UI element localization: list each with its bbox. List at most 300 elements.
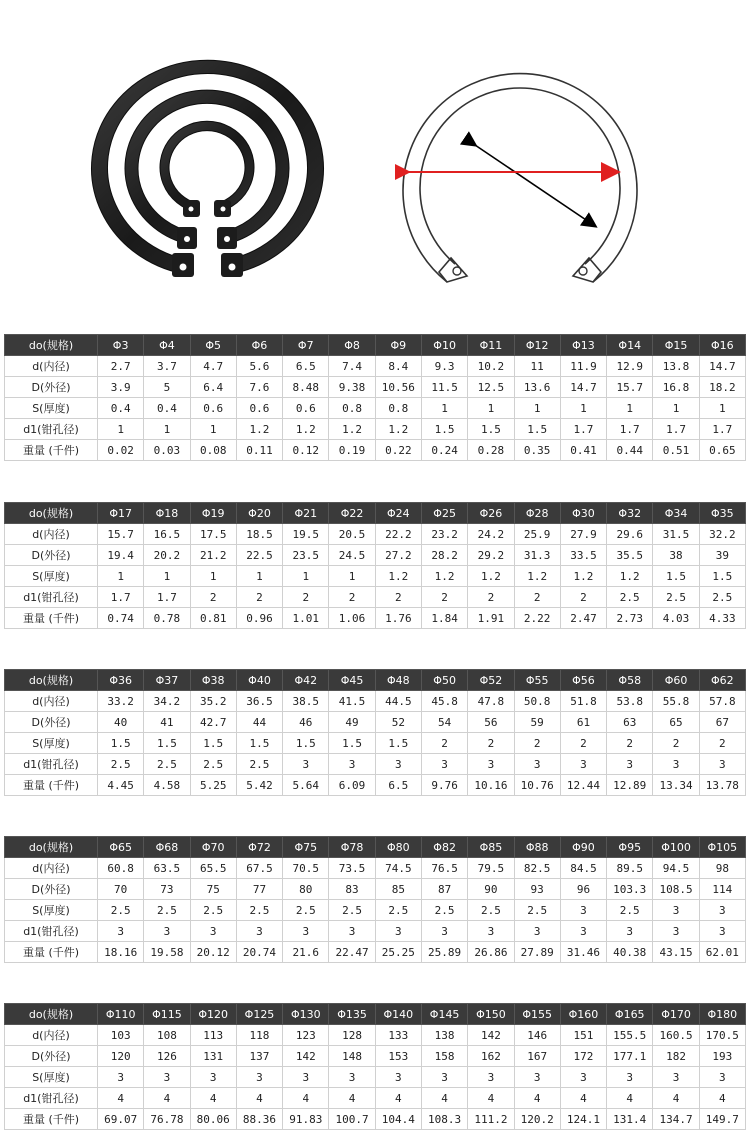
table-cell: 4.7 [190,356,236,377]
table-cell: 2.5 [653,587,699,608]
table-cell: 3.7 [144,356,190,377]
table-cell: 18.2 [699,377,745,398]
table-cell: 12.9 [607,356,653,377]
circlip-diagram [395,50,645,300]
table-cell: 73 [144,879,190,900]
table-row [5,1088,746,1109]
table-row [5,900,746,921]
size-header: Φ100 [653,837,699,858]
table-header-row [5,1004,746,1025]
table-cell: 1.5 [653,566,699,587]
table-cell: 39 [699,545,745,566]
size-header: Φ150 [468,1004,514,1025]
size-header: Φ75 [283,837,329,858]
table-row [5,566,746,587]
size-header: Φ45 [329,670,375,691]
table-cell: 3 [560,754,606,775]
table-cell: 1.2 [375,419,421,440]
table-cell: 3 [514,1067,560,1088]
table-cell: 162 [468,1046,514,1067]
table-cell: 4 [190,1088,236,1109]
table-cell: 0.96 [236,608,282,629]
table-cell: 44 [236,712,282,733]
table-cell: 47.8 [468,691,514,712]
table-cell: 1.7 [607,419,653,440]
table-cell: 74.5 [375,858,421,879]
table-row [5,545,746,566]
pin-hole-left [453,267,461,275]
table-header-row [5,503,746,524]
spec-table [4,669,746,796]
table-cell: 3 [607,754,653,775]
table-cell: 65 [653,712,699,733]
row-label: d1(钳孔径) [5,1088,98,1109]
pin-hole-right [579,267,587,275]
size-header: Φ37 [144,670,190,691]
row-label: D(外径) [5,879,98,900]
table-cell: 1.2 [421,566,467,587]
table-cell: 3 [699,754,745,775]
size-header: Φ11 [468,335,514,356]
spec-table-3 [4,669,746,796]
table-cell: 1.5 [514,419,560,440]
table-cell: 6.5 [375,775,421,796]
size-header: Φ7 [283,335,329,356]
table-cell: 22.47 [329,942,375,963]
table-cell: 1 [699,398,745,419]
table-cell: 1.2 [514,566,560,587]
table-cell: 36.5 [236,691,282,712]
table-cell: 3 [421,1067,467,1088]
table-cell: 1.5 [98,733,144,754]
table-cell: 67 [699,712,745,733]
row-label: S(厚度) [5,1067,98,1088]
table-cell: 146 [514,1025,560,1046]
row-label: d1(钳孔径) [5,921,98,942]
table-cell: 1.5 [144,733,190,754]
table-cell: 38 [653,545,699,566]
table-cell: 120 [98,1046,144,1067]
table-cell: 3 [468,921,514,942]
table-cell: 80 [283,879,329,900]
table-cell: 103 [98,1025,144,1046]
row-label: 重量 (千件) [5,942,98,963]
table-cell: 13.8 [653,356,699,377]
table-row [5,608,746,629]
table-cell: 0.08 [190,440,236,461]
row-label: d(内径) [5,524,98,545]
table-cell: 52 [375,712,421,733]
table-row [5,712,746,733]
size-header: Φ9 [375,335,421,356]
row-label: 重量 (千件) [5,608,98,629]
table-cell: 29.6 [607,524,653,545]
table-cell: 1.5 [283,733,329,754]
table-cell: 24.2 [468,524,514,545]
table-cell: 1.2 [329,419,375,440]
table-cell: 1.5 [468,419,514,440]
size-header: Φ25 [421,503,467,524]
table-cell: 1.5 [699,566,745,587]
table-cell: 108.3 [421,1109,467,1130]
table-cell: 17.5 [190,524,236,545]
table-cell: 93 [514,879,560,900]
size-header: Φ95 [607,837,653,858]
table-cell: 40.38 [607,942,653,963]
table-cell: 84.5 [560,858,606,879]
size-header: Φ40 [236,670,282,691]
table-cell: 5.64 [283,775,329,796]
table-cell: 2.5 [236,900,282,921]
size-header: Φ52 [468,670,514,691]
table-cell: 100.7 [329,1109,375,1130]
table-cell: 1.5 [190,733,236,754]
spec-table-1 [4,334,746,461]
table-cell: 167 [514,1046,560,1067]
spec-table [4,1003,746,1130]
table-cell: 70 [98,879,144,900]
table-cell: 1.7 [560,419,606,440]
table-cell: 108 [144,1025,190,1046]
table-cell: 4 [283,1088,329,1109]
small-circlip [160,121,254,217]
size-header: Φ65 [98,837,144,858]
table-cell: 16.5 [144,524,190,545]
table-cell: 0.4 [144,398,190,419]
table-cell: 15.7 [98,524,144,545]
table-cell: 4 [98,1088,144,1109]
size-header: Φ135 [329,1004,375,1025]
table-cell: 182 [653,1046,699,1067]
table-cell: 1.91 [468,608,514,629]
table-cell: 3 [190,921,236,942]
table-cell: 2 [607,733,653,754]
table-row [5,754,746,775]
table-cell: 2.5 [699,587,745,608]
table-cell: 83 [329,879,375,900]
table-cell: 1 [468,398,514,419]
table-cell: 170.5 [699,1025,745,1046]
table-cell: 10.76 [514,775,560,796]
table-cell: 142 [283,1046,329,1067]
table-cell: 138 [421,1025,467,1046]
table-cell: 1.5 [236,733,282,754]
table-cell: 20.74 [236,942,282,963]
table-cell: 1 [560,398,606,419]
size-header: Φ88 [514,837,560,858]
table-cell: 91.83 [283,1109,329,1130]
spec-table [4,502,746,629]
table-cell: 172 [560,1046,606,1067]
size-header: Φ90 [560,837,606,858]
table-cell: 8.48 [283,377,329,398]
table-cell: 22.2 [375,524,421,545]
table-cell: 32.2 [699,524,745,545]
table-cell: 3 [699,900,745,921]
row-label: d(内径) [5,356,98,377]
table-cell: 2.7 [98,356,144,377]
table-cell: 61 [560,712,606,733]
table-row [5,377,746,398]
table-cell: 0.8 [329,398,375,419]
table-cell: 13.6 [514,377,560,398]
table-cell: 26.86 [468,942,514,963]
size-header: Φ3 [98,335,144,356]
size-header: Φ78 [329,837,375,858]
table-cell: 0.41 [560,440,606,461]
table-cell: 0.8 [375,398,421,419]
table-cell: 63.5 [144,858,190,879]
table-cell: 2.5 [607,900,653,921]
table-cell: 131.4 [607,1109,653,1130]
table-cell: 158 [421,1046,467,1067]
table-cell: 6.09 [329,775,375,796]
table-cell: 46 [283,712,329,733]
size-header: Φ21 [283,503,329,524]
size-header: Φ180 [699,1004,745,1025]
spec-table-2 [4,502,746,629]
size-header: Φ30 [560,503,606,524]
size-header: Φ145 [421,1004,467,1025]
size-header: Φ22 [329,503,375,524]
table-cell: 3 [283,1067,329,1088]
table-cell: 5 [144,377,190,398]
row-label: 重量 (千件) [5,1109,98,1130]
table-cell: 153 [375,1046,421,1067]
table-cell: 1.01 [283,608,329,629]
table-cell: 2.5 [283,900,329,921]
row-label: do(规格) [5,503,98,524]
table-cell: 41 [144,712,190,733]
table-row [5,524,746,545]
table-cell: 1 [653,398,699,419]
table-cell: 1.2 [560,566,606,587]
medium-circlip [125,90,289,249]
table-cell: 3 [144,1067,190,1088]
table-cell: 3 [699,1067,745,1088]
table-cell: 11.5 [421,377,467,398]
table-cell: 1 [283,566,329,587]
table-header-row [5,335,746,356]
inner-diameter-arrow [475,145,595,226]
size-header: Φ26 [468,503,514,524]
table-cell: 12.89 [607,775,653,796]
size-header: Φ62 [699,670,745,691]
table-cell: 0.19 [329,440,375,461]
table-cell: 25.9 [514,524,560,545]
table-cell: 0.28 [468,440,514,461]
table-cell: 123 [283,1025,329,1046]
table-cell: 2 [468,587,514,608]
row-label: do(规格) [5,335,98,356]
size-header: Φ110 [98,1004,144,1025]
table-cell: 0.51 [653,440,699,461]
table-cell: 3 [421,754,467,775]
table-cell: 1.7 [144,587,190,608]
table-cell: 11.9 [560,356,606,377]
table-cell: 0.81 [190,608,236,629]
size-header: Φ85 [468,837,514,858]
table-cell: 16.8 [653,377,699,398]
size-header: Φ58 [607,670,653,691]
table-cell: 3 [375,1067,421,1088]
table-cell: 31.46 [560,942,606,963]
size-header: Φ34 [653,503,699,524]
table-cell: 79.5 [468,858,514,879]
table-cell: 1 [190,566,236,587]
size-header: Φ48 [375,670,421,691]
table-cell: 1.7 [653,419,699,440]
table-row [5,1067,746,1088]
row-label: S(厚度) [5,733,98,754]
table-cell: 128 [329,1025,375,1046]
table-cell: 2 [468,733,514,754]
table-cell: 57.8 [699,691,745,712]
table-row [5,356,746,377]
size-header: Φ55 [514,670,560,691]
table-cell: 1.5 [421,419,467,440]
row-label: 重量 (千件) [5,775,98,796]
table-cell: 103.3 [607,879,653,900]
table-cell: 0.44 [607,440,653,461]
row-label: do(规格) [5,837,98,858]
row-label: d(内径) [5,691,98,712]
table-cell: 62.01 [699,942,745,963]
row-label: d1(钳孔径) [5,754,98,775]
table-cell: 0.6 [283,398,329,419]
hero-section [0,0,748,320]
table-cell: 25.25 [375,942,421,963]
table-cell: 35.2 [190,691,236,712]
table-cell: 33.5 [560,545,606,566]
table-cell: 82.5 [514,858,560,879]
table-cell: 10.2 [468,356,514,377]
table-cell: 4 [699,1088,745,1109]
table-cell: 6.4 [190,377,236,398]
row-label: S(厚度) [5,900,98,921]
table-cell: 28.2 [421,545,467,566]
table-cell: 11 [514,356,560,377]
size-header: Φ18 [144,503,190,524]
table-cell: 4 [375,1088,421,1109]
table-cell: 160.5 [653,1025,699,1046]
size-header: Φ42 [283,670,329,691]
table-cell: 2 [514,733,560,754]
table-cell: 2 [560,733,606,754]
table-cell: 1 [144,419,190,440]
table-cell: 60.8 [98,858,144,879]
table-cell: 2.22 [514,608,560,629]
table-cell: 1.2 [375,566,421,587]
size-header: Φ80 [375,837,421,858]
size-header: Φ20 [236,503,282,524]
table-cell: 14.7 [699,356,745,377]
table-cell: 1.5 [329,733,375,754]
table-cell: 2 [421,733,467,754]
size-header: Φ15 [653,335,699,356]
table-cell: 3 [699,921,745,942]
table-cell: 2 [190,587,236,608]
size-header: Φ160 [560,1004,606,1025]
table-cell: 3 [329,921,375,942]
table-cell: 142 [468,1025,514,1046]
row-label: d1(钳孔径) [5,419,98,440]
size-header: Φ82 [421,837,467,858]
table-cell: 1 [607,398,653,419]
size-header: Φ19 [190,503,236,524]
table-cell: 3 [653,921,699,942]
table-cell: 63 [607,712,653,733]
size-header: Φ68 [144,837,190,858]
table-cell: 76.5 [421,858,467,879]
table-cell: 10.16 [468,775,514,796]
table-cell: 1.2 [236,419,282,440]
table-cell: 3 [514,921,560,942]
table-cell: 4 [607,1088,653,1109]
table-cell: 3 [190,1067,236,1088]
table-cell: 133 [375,1025,421,1046]
table-cell: 3 [653,900,699,921]
table-cell: 2 [514,587,560,608]
size-header: Φ120 [190,1004,236,1025]
table-cell: 29.2 [468,545,514,566]
table-cell: 49 [329,712,375,733]
table-cell: 3 [560,900,606,921]
table-cell: 3 [653,754,699,775]
row-label: D(外径) [5,712,98,733]
table-row [5,942,746,963]
table-cell: 2.5 [144,754,190,775]
spec-table [4,334,746,461]
table-cell: 2.5 [190,754,236,775]
table-cell: 151 [560,1025,606,1046]
size-header: Φ140 [375,1004,421,1025]
table-cell: 2.5 [98,900,144,921]
table-cell: 13.34 [653,775,699,796]
table-cell: 0.22 [375,440,421,461]
table-cell: 111.2 [468,1109,514,1130]
table-row [5,921,746,942]
table-cell: 24.5 [329,545,375,566]
table-cell: 193 [699,1046,745,1067]
table-cell: 4 [421,1088,467,1109]
table-cell: 2.5 [144,900,190,921]
table-cell: 3 [98,1067,144,1088]
table-cell: 2 [699,733,745,754]
table-cell: 4.03 [653,608,699,629]
table-cell: 35.5 [607,545,653,566]
size-header: Φ56 [560,670,606,691]
size-header: Φ115 [144,1004,190,1025]
row-label: D(外径) [5,545,98,566]
table-cell: 1 [190,419,236,440]
row-label: d(内径) [5,1025,98,1046]
table-cell: 12.44 [560,775,606,796]
table-cell: 87 [421,879,467,900]
table-cell: 89.5 [607,858,653,879]
ring-outline [403,74,637,282]
table-cell: 114 [699,879,745,900]
table-cell: 0.65 [699,440,745,461]
table-cell: 70.5 [283,858,329,879]
table-cell: 4 [468,1088,514,1109]
table-cell: 1 [98,419,144,440]
table-cell: 21.6 [283,942,329,963]
size-header: Φ14 [607,335,653,356]
table-cell: 59 [514,712,560,733]
table-cell: 77 [236,879,282,900]
table-cell: 108.5 [653,879,699,900]
